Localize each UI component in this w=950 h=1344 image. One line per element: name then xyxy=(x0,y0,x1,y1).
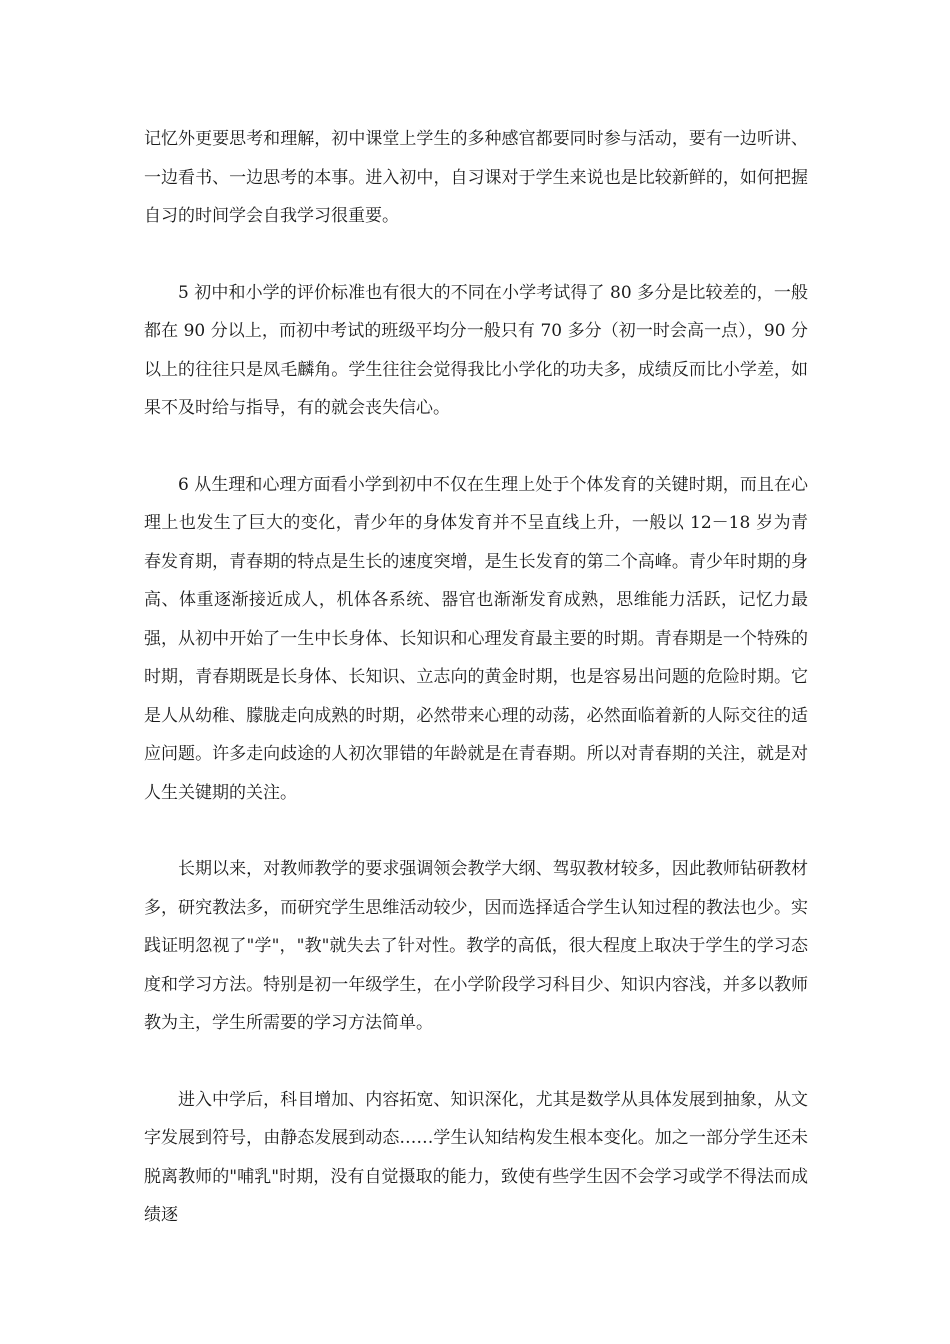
paragraph-middle-school-entry: 进入中学后，科目增加、内容拓宽、知识深化，尤其是数学从具体发展到抽象，从文字发展到符号，由静态发展到动态……学生认知结构发生根本变化。加之一部分学生还未脱离教师的"哺乳"时期，没有自觉摄取的能力，致使有些学生因不会学习或学不得法而成绩逐 xyxy=(144,1089,808,1225)
document-body xyxy=(144,120,808,1273)
paragraph-teaching-methods: 长期以来，对教师教学的要求强调领会教学大纲、驾驭教材较多，因此教师钻研教材多，研究教法多，而研究学生思维活动较少，因而选择适合学生认知过程的教法也少。实践证明忽视了"学"，"教"就失去了针对性。教学的高低，很大程度上取决于学生的学习态度和学习方法。特别是初一年级学生，在小学阶段学习科目少、知识内容浅，并多以教师教为主，学生所需要的学习方法简单。 xyxy=(144,859,808,1033)
paragraph-physiology-psychology: 6 从生理和心理方面看小学到初中不仅在生理上处于个体发育的关键时期，而且在心理上也发生了巨大的变化，青少年的身体发育并不呈直线上升，一般以 12－18 岁为青春发育期，青春期的特点是生长的速度突增，是生长发育的第二个高峰。青少年时期的身高、体重逐渐接近成人，机体各系统、器官也渐渐发育成熟，思维能力活跃，记忆力最强，从初中开始了一生中长身体、长知识和心理发育最主要的时期。青春期是一个特殊的时期，青春期既是长身体、长知识、立志向的黄金时期，也是容易出问题的危险时期。它是人从幼稚、朦胧走向成熟的时期，必然带来心理的动荡，必然面临着新的人际交往的适应问题。许多走向歧途的人初次罪错的年龄就是在青春期。所以对青春期的关注，就是对人生关键期的关注。 xyxy=(144,474,808,803)
paragraph-evaluation-standards: 5 初中和小学的评价标准也有很大的不同在小学考试得了 80 多分是比较差的，一般都在 90 分以上，而初中考试的班级平均分一般只有 70 多分（初一时会高一点），90 分以上的往往只是凤毛麟角。学生往往会觉得我比小学化的功夫多，成绩反而比小学差，如果不及时给与指导，有的就会丧失信心。 xyxy=(144,282,808,418)
paragraph-continuation: 记忆外更要思考和理解，初中课堂上学生的多种感官都要同时参与活动，要有一边听讲、一边看书、一边思考的本事。进入初中，自习课对于学生来说也是比较新鲜的，如何把握自习的时间学会自我学习很重要。 xyxy=(144,129,808,226)
